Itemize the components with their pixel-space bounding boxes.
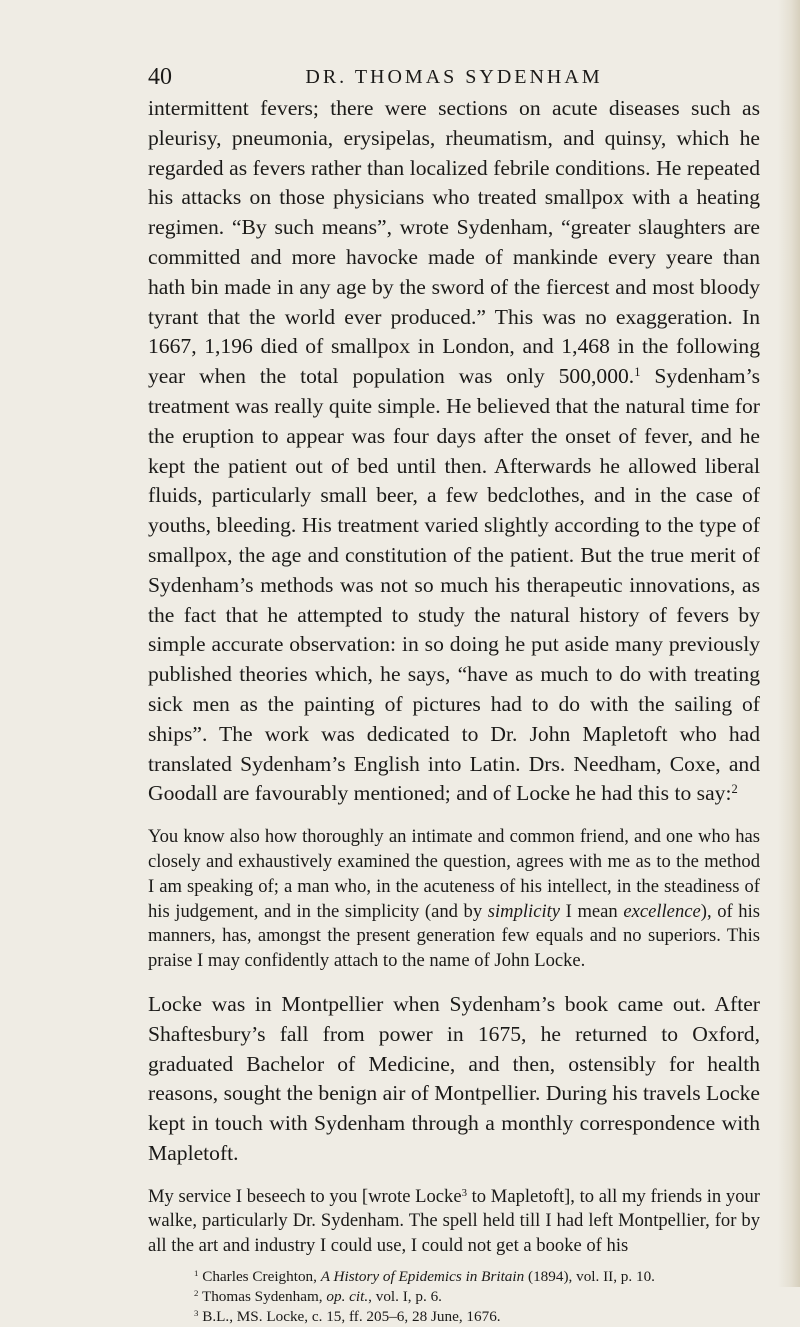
- footnote-2: [194, 1287, 760, 1307]
- quote-1-text-c: ), of his manners, has, amongst the present generation few equals and no superiors. This praise I may confidently attach to the name of John Locke.: [148, 900, 760, 972]
- footnote-1: [194, 1267, 760, 1287]
- running-head: DR. THOMAS SYDENHAM: [305, 66, 603, 88]
- page-edge-shadow: [778, 0, 800, 1287]
- quote-2-text-b: to Mapletoft], to all my friends in your walke, particularly Dr. Sydenham. The spell held till I had left Montpellier, for by all the art and industry I could use, I could not get a booke of his: [148, 1185, 760, 1257]
- paragraph-1-text-a: intermittent fevers; there were sections on acute diseases such as pleurisy, pneumonia, erysipelas, rheumatism, and quinsy, which he regarded as fevers rather than localized febrile conditions. He repeated his attacks on those physicians who treated smallpox with a heating regimen. “By such means”, wrote Sydenham, “greater slaughters are committed and more havocke made of mankinde every yeare than hath bin made in any age by the sword of the fiercest and most bloody tyrant that the world ever produced.” This was no exaggeration. In 1667, 1,196 died of smallpox in London, and 1,468 in the following year when the total population was only 500,000.: [148, 96, 760, 389]
- paragraph-2: Locke was in Montpellier when Sydenham’s book came out. After Shaftesbury’s fall from power in 1675, he returned to Oxford, graduated Bachelor of Medicine, and then, ostensibly for health reasons, sought the benign air of Montpellier. During his travels Locke kept in touch with Sydenham through a monthly correspondence with Mapletoft.: [148, 991, 760, 1165]
- quote-2-text-a: My service I beseech to you [wrote Locke: [148, 1185, 462, 1207]
- block-quote-2: [148, 1185, 760, 1259]
- footnote-text: , vol. I, p. 6.: [368, 1288, 442, 1306]
- paragraph-1: [148, 94, 760, 809]
- footnote-3: [194, 1307, 760, 1327]
- footnote-text: Charles Creighton,: [202, 1268, 321, 1286]
- page-header: [148, 57, 760, 97]
- footnote-marker: 3: [194, 1308, 199, 1319]
- footnote-marker: 1: [194, 1268, 199, 1279]
- footnote-text: (1894), vol. II, p. 10.: [524, 1268, 655, 1286]
- footnote-text: B.L., MS. Locke, c. 15, ff. 205–6, 28 June, 1676.: [202, 1308, 501, 1326]
- block-quote-1: [148, 825, 760, 974]
- footnotes: [148, 1267, 760, 1327]
- page-number: 40: [148, 64, 172, 90]
- quote-1-emphasis-excellence: excellence: [623, 900, 701, 922]
- footnote-ref-2: 2: [731, 782, 738, 797]
- quote-1-text-a: You know also how thoroughly an intimate and common friend, and one who has closely and exhaustively examined the question, agrees with me as to the method I am speaking of; a man who, in the acuteness of his intellect, in the steadiness of his judgement, and in the simplicity (and by: [148, 826, 760, 922]
- quote-1-text-b: I mean: [560, 900, 624, 922]
- paragraph-1-text-b: Sydenham’s treatment was really quite simple. He believed that the natural time for the eruption to appear was four days after the onset of fever, and he kept the patient out of bed until then. Afterwards he allowed liberal fluids, particularly small beer, a few bedclothes, and in the case of youths, bleeding. His treatment varied slightly according to the type of smallpox, the age and constitution of the patient. But the true merit of Sydenham’s methods was not so much his therapeutic innovations, as the fact that he attempted to study the natural history of fevers by simple accurate observation: in so doing he put aside many previously published theories which, he says, “have as much to do with treating sick men as the painting of pictures had to do with the sailing of ships”. The work was dedicated to Dr. John Mapletoft who had translated Sydenham’s English into Latin. Drs. Needham, Coxe, and Goodall are favourably mentioned; and of Locke he had this to say:: [148, 364, 760, 806]
- footnote-ref-1: 1: [634, 365, 641, 380]
- quote-1-emphasis-simplicity: simplicity: [487, 900, 561, 922]
- footnote-ref-3: 3: [461, 1186, 467, 1199]
- footnote-marker: 2: [194, 1288, 199, 1299]
- footnote-title: op. cit.: [326, 1288, 369, 1306]
- footnote-title: A History of Epidemics in Britain: [320, 1268, 525, 1286]
- footnote-text: Thomas Sydenham,: [201, 1288, 327, 1306]
- page-body: [148, 94, 760, 1327]
